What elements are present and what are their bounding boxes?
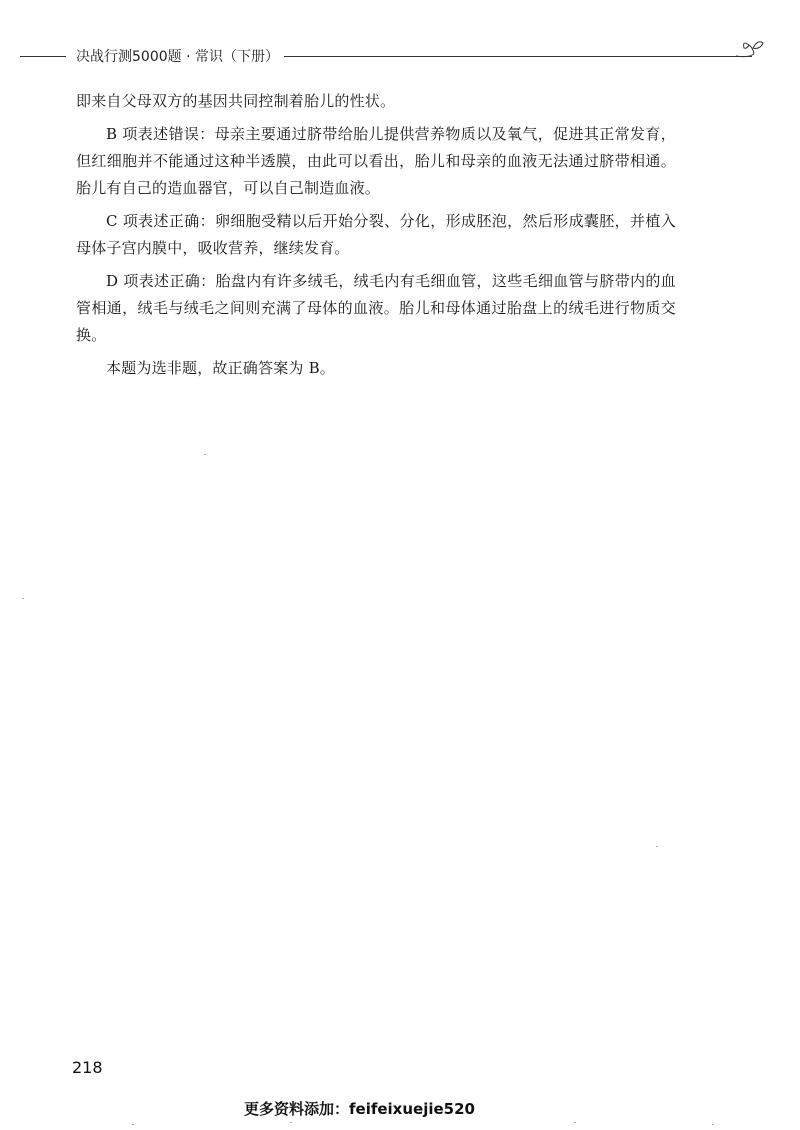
paragraph-option-c: C 项表述正确：卵细胞受精以后开始分裂、分化，形成胚泡，然后形成囊胚，并植入母体子宫内膜中，吸收营养，继续发育。	[76, 212, 676, 257]
page-number: 218	[72, 1058, 103, 1077]
paragraph-option-d: D 项表述正确：胎盘内有许多绒毛，绒毛内有毛细血管，这些毛细血管与脐带内的血管相通，绒毛与绒毛之间则充满了母体的血液。胎儿和母体通过胎盘上的绒毛进行物质交换。	[76, 272, 676, 344]
paragraph-option-b: B 项表述错误：母亲主要通过脐带给胎儿提供营养物质以及氧气，促进其正常发育，但红细胞并不能通过这种半透膜，由此可以看出，胎儿和母亲的血液无法通过脐带相通。胎儿有自己的造血器官，可以自己制造血液。	[76, 125, 676, 197]
header-rule-right	[284, 56, 752, 57]
answer-explanation-text	[76, 88, 676, 388]
scan-speck	[574, 1122, 576, 1123]
footer-note: 更多资料添加：feifeixuejie520	[244, 1100, 475, 1118]
scan-speck	[204, 454, 206, 455]
scan-speck	[22, 598, 24, 599]
scan-speck	[290, 1122, 292, 1123]
sprout-icon	[732, 36, 766, 62]
paragraph-conclusion: 本题为选非题，故正确答案为 B。	[106, 359, 335, 377]
scan-speck	[656, 846, 658, 847]
scan-speck	[712, 1124, 714, 1125]
header-rule-left	[20, 56, 66, 57]
paragraph-continuation: 即来自父母双方的基因共同控制着胎儿的性状。	[76, 92, 396, 110]
running-header	[20, 40, 780, 70]
running-header-title: 决战行测5000题 · 常识（下册）	[76, 49, 279, 65]
scan-speck	[132, 1124, 134, 1125]
